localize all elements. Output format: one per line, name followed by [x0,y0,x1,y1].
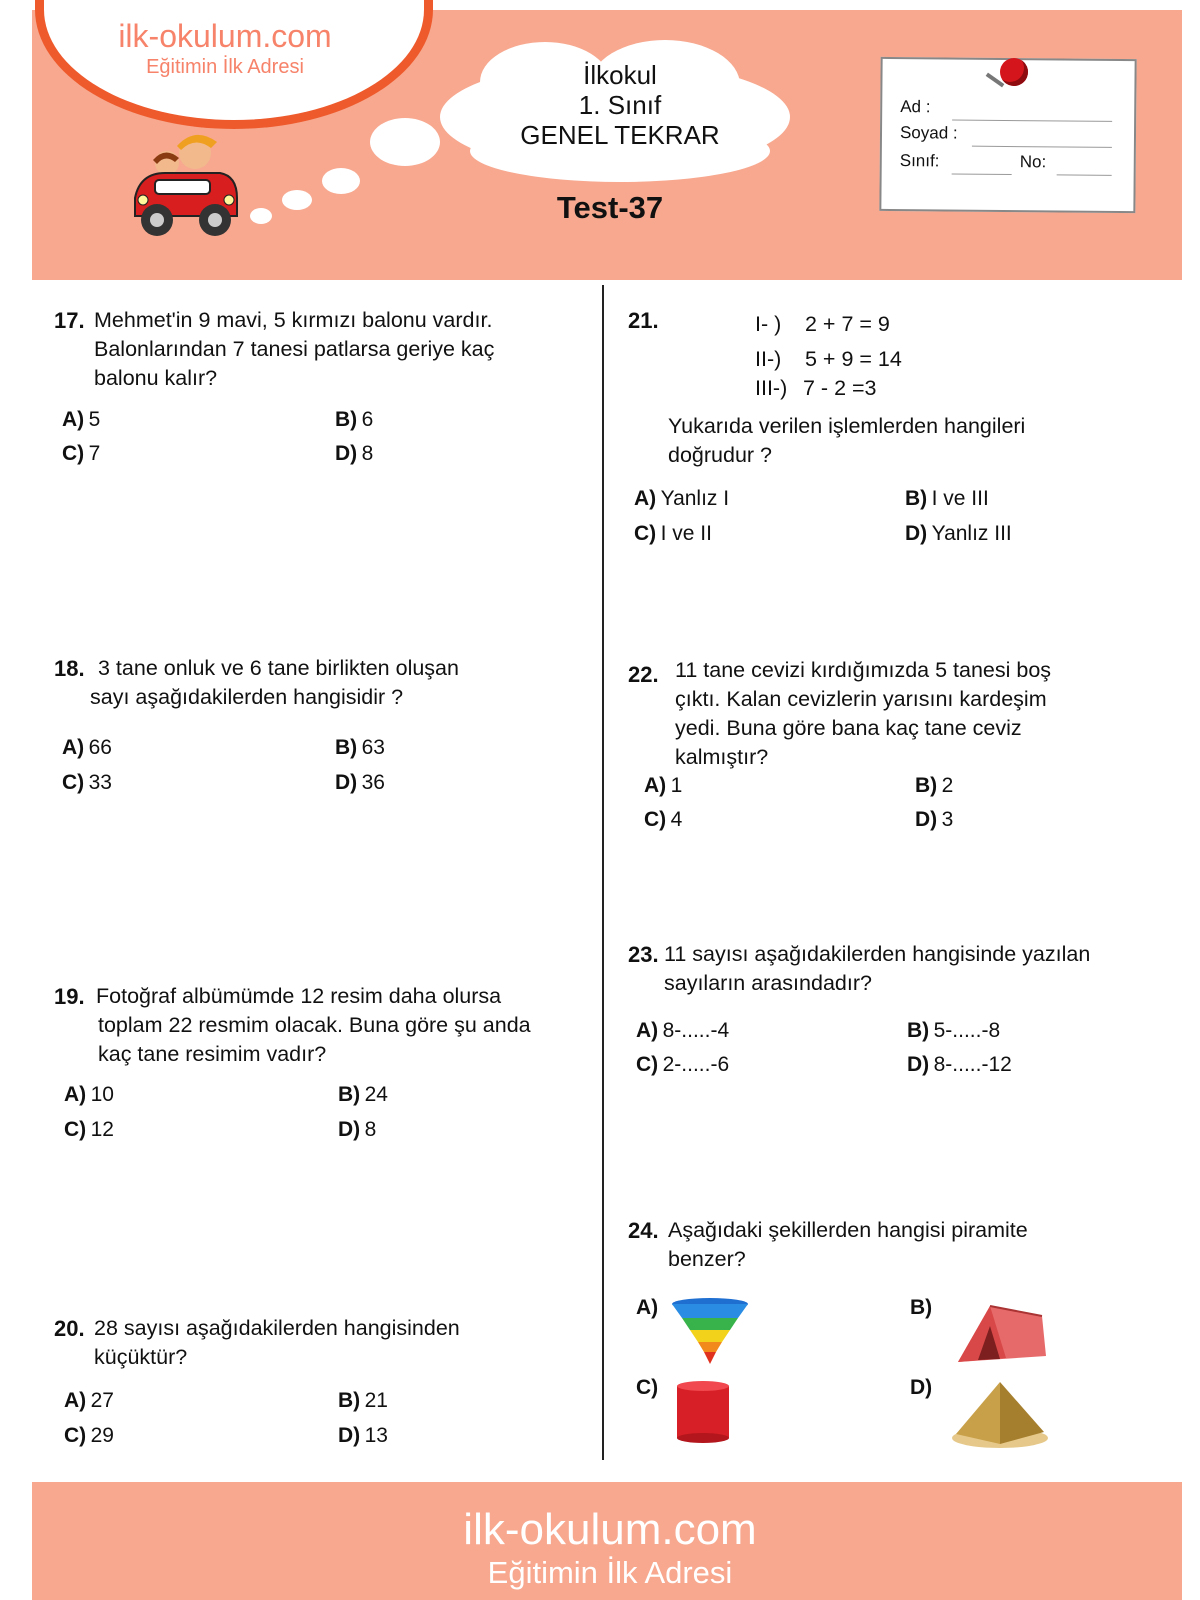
q21-item1: 2 + 7 = 9 [805,312,890,336]
q24-option-d-label[interactable]: D) [910,1376,933,1399]
q24-line2: benzer? [668,1247,746,1271]
q21-item2-label: II-) [755,347,782,371]
q22-option-a[interactable]: A) 1 [644,774,683,797]
label-soyad: Soyad : [899,123,958,143]
q23-option-b[interactable]: B) 5-.....-8 [907,1019,1001,1042]
funnel-icon[interactable] [670,1298,750,1366]
cloud-line-school: İlkokul [583,60,657,90]
q17-line2: Balonlarından 7 tanesi patlarsa geriye kaç [94,337,495,361]
q23-option-a[interactable]: A) 8-.....-4 [636,1019,730,1042]
q20-option-a[interactable]: A) 27 [64,1389,114,1412]
logo-subtitle: Eğitimin İlk Adresi [146,56,304,78]
soyad-line[interactable] [972,146,1112,148]
q20-line2: küçüktür? [94,1345,188,1369]
q21-option-a[interactable]: A) Yanlız I [634,487,730,510]
q21-number: 21. [628,308,659,333]
q21-item3: 7 - 2 =3 [803,376,877,400]
q23-line2: sayıların arasındadır? [664,971,872,995]
tent-icon[interactable] [950,1302,1050,1366]
cylinder-icon[interactable] [675,1380,731,1444]
q19-option-c[interactable]: C) 12 [64,1118,114,1141]
q19-option-a[interactable]: A) 10 [64,1083,114,1106]
column-divider [602,285,604,1460]
car-cartoon-icon [125,128,245,248]
footer-site-name[interactable]: ilk-okulum.com [463,1505,757,1554]
thought-bubble [322,168,360,194]
q17-option-c[interactable]: C) 7 [62,442,101,465]
q21-item3-label: III-) [755,376,788,400]
q22-line3: yedi. Buna göre bana kaç tane ceviz [675,716,1022,740]
ad-line[interactable] [952,120,1112,122]
q17-option-d[interactable]: D) 8 [335,442,374,465]
q17-option-a[interactable]: A) 5 [62,408,101,431]
q17-line1: Mehmet'in 9 mavi, 5 kırmızı balonu vardır. [94,308,493,332]
q23-number: 23. [628,942,659,967]
q23-option-c[interactable]: C) 2-.....-6 [636,1053,730,1076]
pyramid-icon[interactable] [950,1378,1050,1450]
q20-line1: 28 sayısı aşağıdakilerden hangisinden [94,1316,460,1340]
q19-line3: kaç tane resimim vadır? [98,1042,327,1066]
q18-line2: sayı aşağıdakilerden hangisidir ? [90,685,404,709]
q20-option-b[interactable]: B) 21 [338,1389,388,1412]
q20-number: 20. [54,1316,85,1341]
test-title: Test-37 [556,190,664,225]
q20-option-d[interactable]: D) 13 [338,1424,388,1447]
label-ad: Ad : [900,97,931,117]
q21-item2: 5 + 9 = 14 [805,347,902,371]
sinif-line[interactable] [952,174,1012,176]
q18-option-c[interactable]: C) 33 [62,771,112,794]
q20-option-c[interactable]: C) 29 [64,1424,114,1447]
q24-option-b-label[interactable]: B) [910,1296,933,1319]
q18-option-a[interactable]: A) 66 [62,736,112,759]
q19-line2: toplam 22 resmim olacak. Buna göre şu anda [98,1013,531,1037]
q21-option-b[interactable]: B) I ve III [905,487,989,510]
q19-number: 19. [54,984,85,1009]
q17-line3: balonu kalır? [94,366,218,390]
label-no: No: [1019,152,1047,172]
q24-option-a-label[interactable]: A) [636,1296,659,1319]
label-sinif: Sınıf: [899,151,940,171]
q18-option-d[interactable]: D) 36 [335,771,385,794]
q19-option-d[interactable]: D) 8 [338,1118,377,1141]
no-line[interactable] [1057,174,1112,175]
q22-line4: kalmıştır? [675,745,769,769]
q18-option-b[interactable]: B) 63 [335,736,385,759]
q24-number: 24. [628,1218,659,1243]
q17-number: 17. [54,308,85,333]
thought-bubble [370,118,440,166]
q21-line2: doğrudur ? [668,443,772,467]
q18-number: 18. [54,656,85,681]
logo-title[interactable]: ilk-okulum.com [118,18,332,54]
thought-bubble [282,190,312,210]
q17-option-b[interactable]: B) 6 [335,408,374,431]
q21-option-c[interactable]: C) I ve II [634,522,712,545]
q18-line1: 3 tane onluk ve 6 tane birlikten oluşan [98,656,459,680]
q22-line1: 11 tane cevizi kırdığımızda 5 tanesi boş [675,658,1052,682]
q22-number: 22. [628,662,659,687]
q19-option-b[interactable]: B) 24 [338,1083,388,1106]
q24-option-c-label[interactable]: C) [636,1376,659,1399]
q19-line1: Fotoğraf albümümde 12 resim daha olursa [96,984,502,1008]
q21-line1: Yukarıda verilen işlemlerden hangileri [668,414,1026,438]
q23-option-d[interactable]: D) 8-.....-12 [907,1053,1012,1076]
q22-option-c[interactable]: C) 4 [644,808,683,831]
q24-line1: Aşağıdaki şekillerden hangisi piramite [668,1218,1028,1242]
cloud-line-grade: 1. Sınıf [578,90,662,120]
q22-option-b[interactable]: B) 2 [915,774,954,797]
q21-item1-label: I- ) [755,312,782,336]
q21-option-d[interactable]: D) Yanlız III [905,522,1012,545]
footer-slogan: Eğitimin İlk Adresi [487,1555,733,1590]
thought-bubble [250,208,272,224]
q22-option-d[interactable]: D) 3 [915,808,954,831]
pushpin-icon [1000,58,1028,86]
cloud-line-title: GENEL TEKRAR [520,120,720,150]
q22-line2: çıktı. Kalan cevizlerin yarısını kardeşim [675,687,1047,711]
q23-line1: 11 sayısı aşağıdakilerden hangisinde yazılan [664,942,1091,966]
